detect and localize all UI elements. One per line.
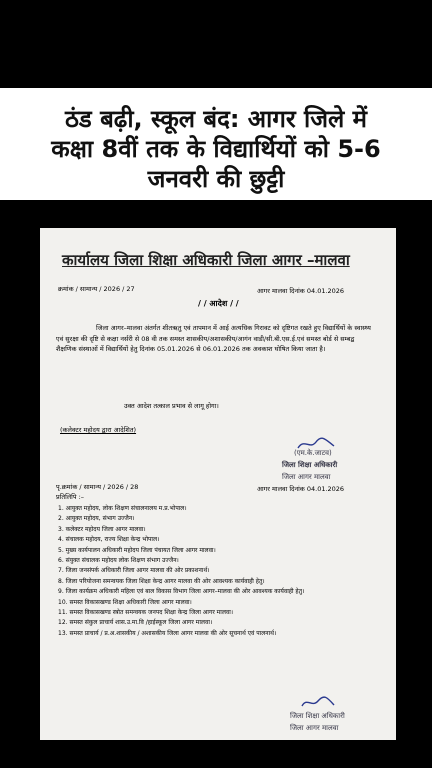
signature-mark-bottom — [300, 694, 336, 710]
copy-reference: पृ.क्रमांक / सामान्य / 2026 / 28 — [56, 483, 139, 491]
list-item: 7. जिला जनसंपर्क अधिकारी जिला आगर मालवा की ओर प्रकाशनार्थ। — [58, 567, 210, 575]
list-item: 6. संयुक्त संचालक महोदय लोक शिक्षण संभाग उज्जैन। — [58, 557, 179, 565]
list-item: 1. आयुक्त महोदय, लोक शिक्षण संचालनालय म.प्र.भोपाल। — [58, 505, 187, 512]
headline-line-3: जनवरी की छुट्टी — [147, 165, 285, 193]
signatory-role: जिला शिक्षा अधिकारी — [282, 461, 338, 469]
collector-note: (कलेक्टर महोदय द्वारा आदेशित) — [60, 426, 137, 434]
reference-date: आगर मालवा दिनांक 04.01.2026 — [257, 287, 345, 295]
effect-line: उक्त आदेश तत्काल प्रभाव से लागू होगा। — [124, 402, 219, 410]
reference-number: क्रमांक / सामान्य / 2026 / 27 — [58, 285, 135, 293]
copy-date: आगर मालवा दिनांक 04.01.2026 — [257, 485, 345, 493]
list-item: 5. मुख्य कार्यपालन अधिकारी महोदय जिला पंचायत जिला आगर मालवा। — [58, 546, 216, 554]
document-header — [56, 250, 380, 270]
order-heading: / / आदेश / / — [198, 299, 239, 308]
footer-place: जिला आगर मालवा — [290, 724, 339, 732]
copy-label: प्रतिलिपि :– — [56, 493, 85, 501]
footer-role: जिला शिक्षा अधिकारी — [290, 712, 345, 720]
signatory-place: जिला आगर मालवा — [282, 473, 331, 481]
list-item: 10. समस्त विकासखण्ड शिक्षा अधिकारी जिला आगर मालवा। — [58, 598, 192, 606]
office-title: कार्यालय जिला शिक्षा अधिकारी जिला आगर –मालवा — [62, 251, 350, 269]
list-item: 11. समस्त विकासखण्ड स्त्रोत समन्वयक जनपद शिक्षा केन्द्र जिला आगर मालवा। — [58, 609, 234, 617]
headline — [14, 104, 418, 194]
list-item: 3. कलेक्टर महोदय जिला आगर मालवा। — [58, 525, 146, 533]
order-body: जिला आगर–मालवा अंतर्गत शीतऋतु एवं तापमान में आई अत्यधिक गिरावट को दृष्टिगत रखते हुए विद्यार्थियों के स्वास्थ्य एवं सुरक्षा की दृष्टि से कक्षा नर्सरी से 08 वी तक समस्त शासकीय/अशासकीय/आगंन वाडी/सी.बी.एस.ई.एवं समस्त बोर्ड से सम्बद्व शैक्षणिक संस्थाओं में विद्यार्थियों हेतु दिनांक 05.01.2026 से 06.01.2026 तक अवकाश घोषित किया जाता है। — [56, 324, 371, 353]
list-item: 13. समस्त प्राचार्य / प्र.अ.शासकीय / अशासकीय जिला आगर मालवा की ओर सूचनार्थ एवं पालनार्थ। — [58, 629, 277, 637]
headline-line-2: कक्षा 8वीं तक के विद्यार्थियों को 5-6 — [51, 135, 381, 163]
list-item: 12. समस्त संकुल प्राचार्य शास.उ.मा.वि /हाईस्कूल जिला आगर मालवा। — [58, 619, 213, 627]
headline-line-1: ठंड बढ़ी, स्कूल बंद: आगर जिले में — [64, 105, 368, 133]
list-item: 8. जिला परियोजना समन्वयक जिला शिक्षा केन्द्र आगर मालवा की ओर आवश्यक कार्यवाही हेतु। — [58, 577, 265, 585]
copy-recipient-list — [58, 504, 376, 639]
list-item: 9. जिला कार्यक्रम अधिकारी महिला एवं बाल विकास विभाग जिला आगर–मालवा की ओर आवश्यक कार्यवाही हेतु। — [58, 588, 305, 596]
list-item: 2. आयुक्त महोदय, संभाग उज्जैन। — [58, 515, 135, 523]
signatory-name: (एम.के.जाटव) — [294, 449, 332, 457]
list-item: 4. संचालक महोदय, राज्य शिक्षा केन्द्र भोपाल। — [58, 536, 160, 544]
